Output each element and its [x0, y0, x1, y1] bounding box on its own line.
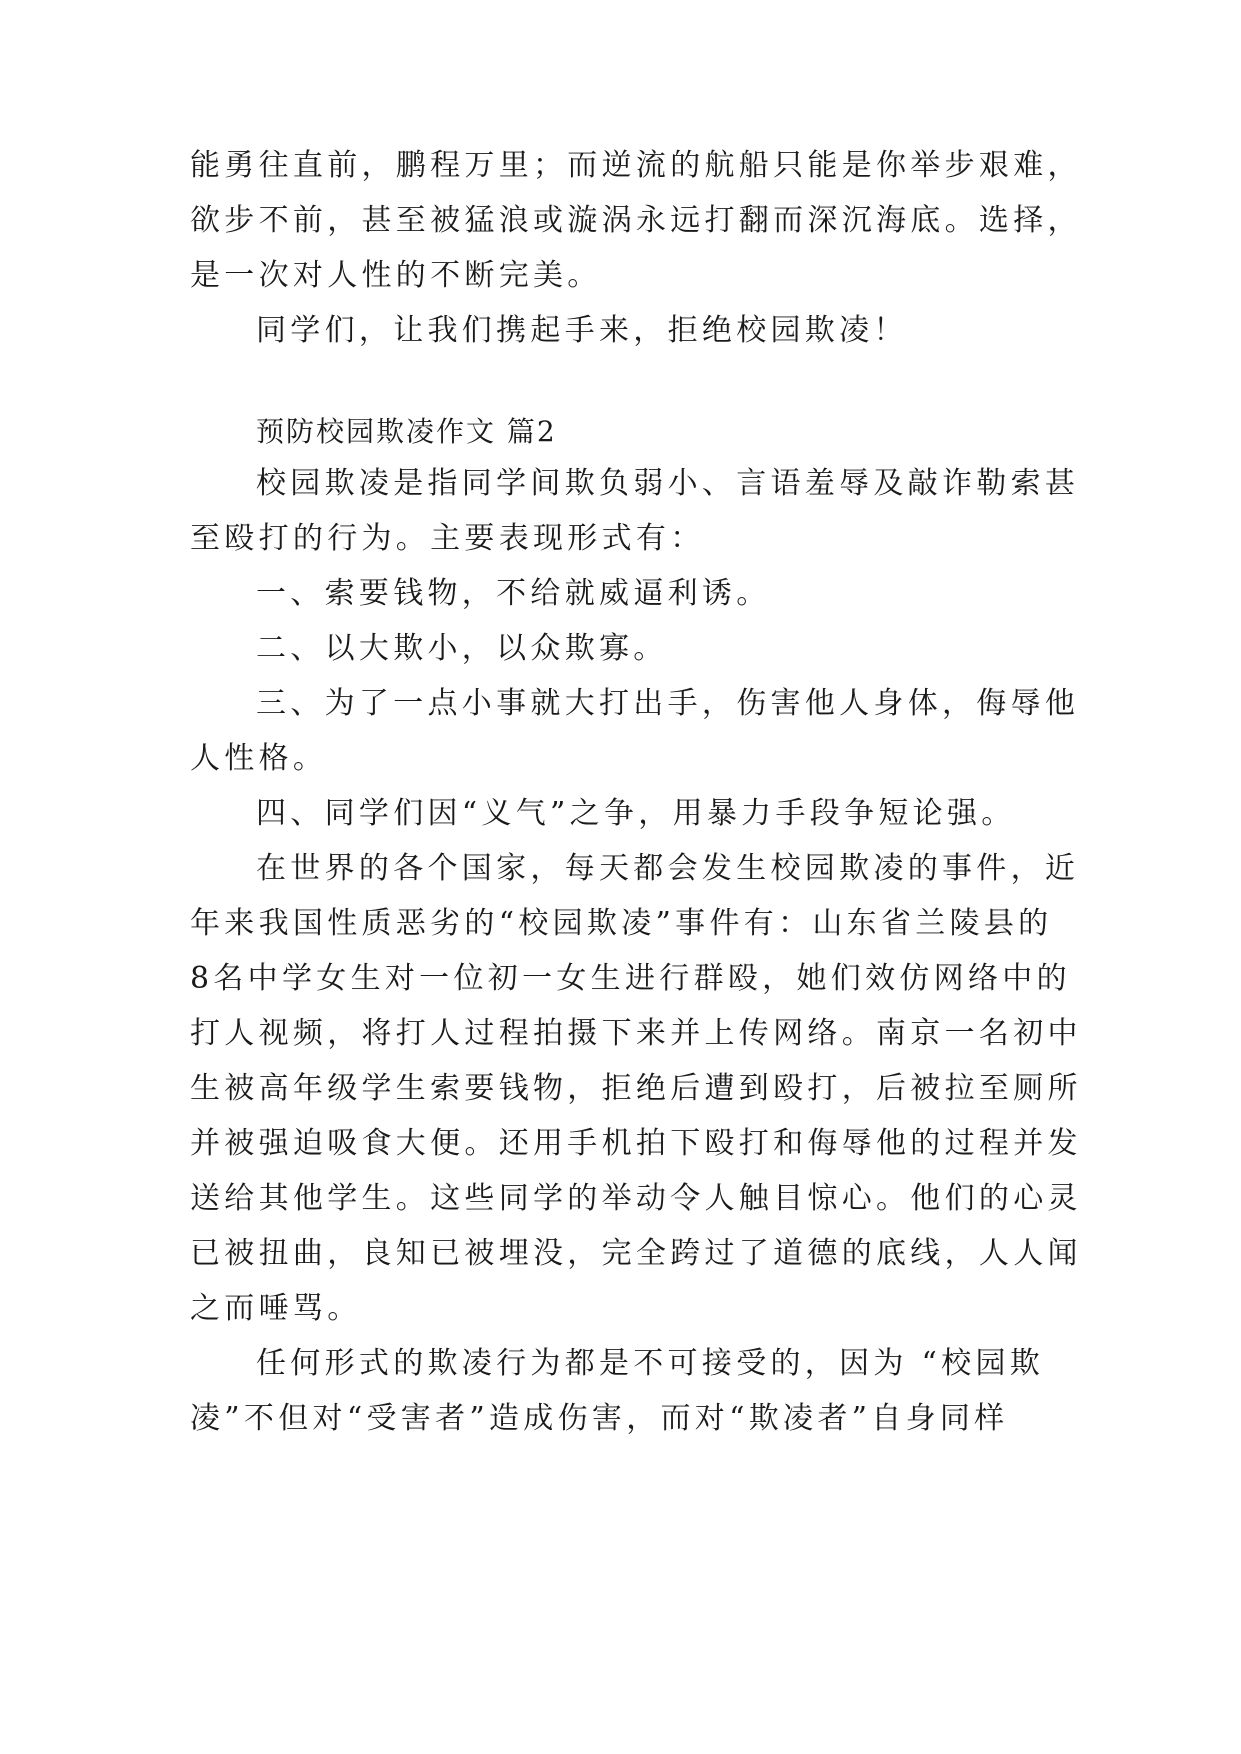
- body-line-14: 年来我国性质恶劣的“校园欺凌”事件有：山东省兰陵县的: [190, 906, 1053, 941]
- list-item-1: 一、索要钱物，不给就威逼利诱。: [256, 576, 771, 611]
- list-item-3-cont: 人性格。: [190, 741, 328, 776]
- body-line-20: 已被扭曲，良知已被埋没，完全跨过了道德的底线，人人闻: [190, 1236, 1082, 1271]
- body-line-7: 至殴打的行为。主要表现形式有：: [190, 521, 705, 556]
- body-line-16: 打人视频，将打人过程拍摄下来并上传网络。南京一名初中: [190, 1016, 1082, 1051]
- body-line-15: 8名中学女生对一位初一女生进行群殴，她们效仿网络中的: [190, 961, 1071, 996]
- body-line-17: 生被高年级学生索要钱物，拒绝后遭到殴打，后被拉至厕所: [190, 1071, 1082, 1106]
- body-line-3: 是一次对人性的不断完美。: [190, 258, 602, 293]
- body-line-23: 凌”不但对“受害者”造成伤害，而对“欺凌者”自身同样: [190, 1401, 1009, 1436]
- body-line-18: 并被强迫吸食大便。还用手机拍下殴打和侮辱他的过程并发: [190, 1126, 1082, 1161]
- body-line-2: 欲步不前，甚至被猛浪或漩涡永远打翻而深沉海底。选择，: [190, 203, 1082, 238]
- body-line-1: 能勇往直前，鹏程万里；而逆流的航船只能是你举步艰难，: [190, 148, 1082, 183]
- body-line-4: 同学们，让我们携起手来，拒绝校园欺凌！: [256, 313, 908, 348]
- body-line-19: 送给其他学生。这些同学的举动令人触目惊心。他们的心灵: [190, 1181, 1082, 1216]
- list-item-2: 二、以大欺小，以众欺寡。: [256, 631, 668, 666]
- section-heading: 预防校园欺凌作文 篇2: [256, 415, 557, 448]
- body-line-13: 在世界的各个国家，每天都会发生校园欺凌的事件，近: [256, 851, 1080, 886]
- list-item-4: 四、同学们因“义气”之争，用暴力手段争短论强。: [256, 796, 1016, 831]
- body-line-21: 之而唾骂。: [190, 1291, 362, 1326]
- list-item-3: 三、为了一点小事就大打出手，伤害他人身体，侮辱他: [256, 686, 1080, 721]
- body-line-6: 校园欺凌是指同学间欺负弱小、言语羞辱及敲诈勒索甚: [256, 466, 1080, 501]
- body-line-22: 任何形式的欺凌行为都是不可接受的，因为 “校园欺: [256, 1346, 1045, 1381]
